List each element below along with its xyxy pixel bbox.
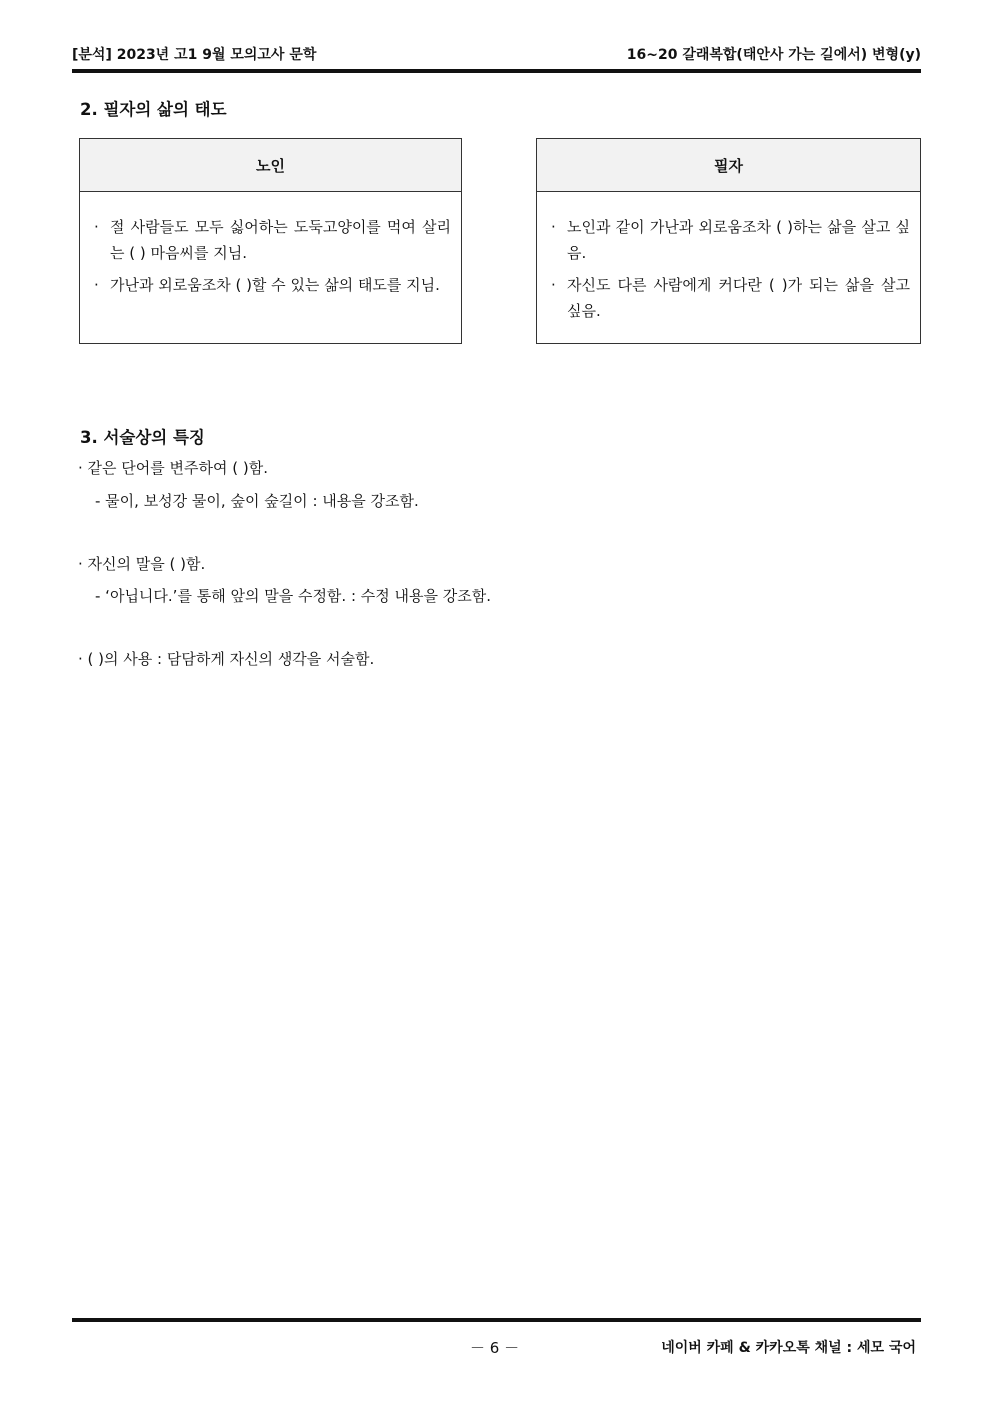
header-document-title: [분석] 2023년 고1 9월 모의고사 문학 <box>72 47 317 63</box>
writer-box <box>536 138 921 344</box>
feature-text: 같은 단어를 변주하여 ( )함. <box>87 459 268 477</box>
feature-line <box>78 457 268 479</box>
writer-box-heading: 필자 <box>537 139 920 192</box>
old-man-item <box>92 214 451 266</box>
bullet-dot: · <box>78 555 88 573</box>
feature-line <box>78 648 374 670</box>
writer-item-text: 자신도 다른 사람에게 커다란 ( )가 되는 삶을 살고 싶음. <box>567 276 910 320</box>
old-man-item-text: 절 사람들도 모두 싫어하는 도둑고양이를 먹여 살리는 ( ) 마음씨를 지님. <box>110 218 451 262</box>
feature-detail: - ‘아닙니다.’를 통해 앞의 말을 수정함. : 수정 내용을 강조함. <box>95 587 492 605</box>
feature-line <box>78 553 205 575</box>
bullet-dot: · <box>551 276 556 294</box>
old-man-box-heading: 노인 <box>80 139 461 192</box>
feature-text: ( )의 사용 : 담담하게 자신의 생각을 서술함. <box>87 650 375 668</box>
old-man-item-text: 가난과 외로움조차 ( )할 수 있는 삶의 태도를 지님. <box>110 276 440 294</box>
old-man-box-body <box>80 192 461 298</box>
section-2-title: 2. 필자의 삶의 태도 <box>80 100 227 119</box>
footer-divider <box>72 1318 921 1322</box>
bullet-dot: · <box>78 459 88 477</box>
page-number: － 6 － <box>470 1339 520 1357</box>
bullet-dot: · <box>78 650 88 668</box>
writer-item <box>549 272 910 324</box>
writer-item <box>549 214 910 266</box>
old-man-item <box>92 272 451 298</box>
feature-detail: - 물이, 보성강 물이, 숲이 숲길이 : 내용을 강조함. <box>95 492 419 510</box>
old-man-box <box>79 138 462 344</box>
page-header <box>72 44 921 66</box>
writer-item-text: 노인과 같이 가난과 외로움조차 ( )하는 삶을 살고 싶음. <box>567 218 910 262</box>
header-section-title: 16~20 갈래복합(태안사 가는 길에서) 변형(y) <box>626 47 921 63</box>
section-3-title: 3. 서술상의 특징 <box>80 428 205 447</box>
footer-channel-text: 네이버 카페 & 카카오톡 채널 : 세모 국어 <box>661 1340 916 1356</box>
bullet-dot: · <box>94 276 99 294</box>
bullet-dot: · <box>94 218 99 236</box>
feature-text: 자신의 말을 ( )함. <box>87 555 206 573</box>
header-divider <box>72 69 921 73</box>
bullet-dot: · <box>551 218 556 236</box>
writer-box-body <box>537 192 920 324</box>
